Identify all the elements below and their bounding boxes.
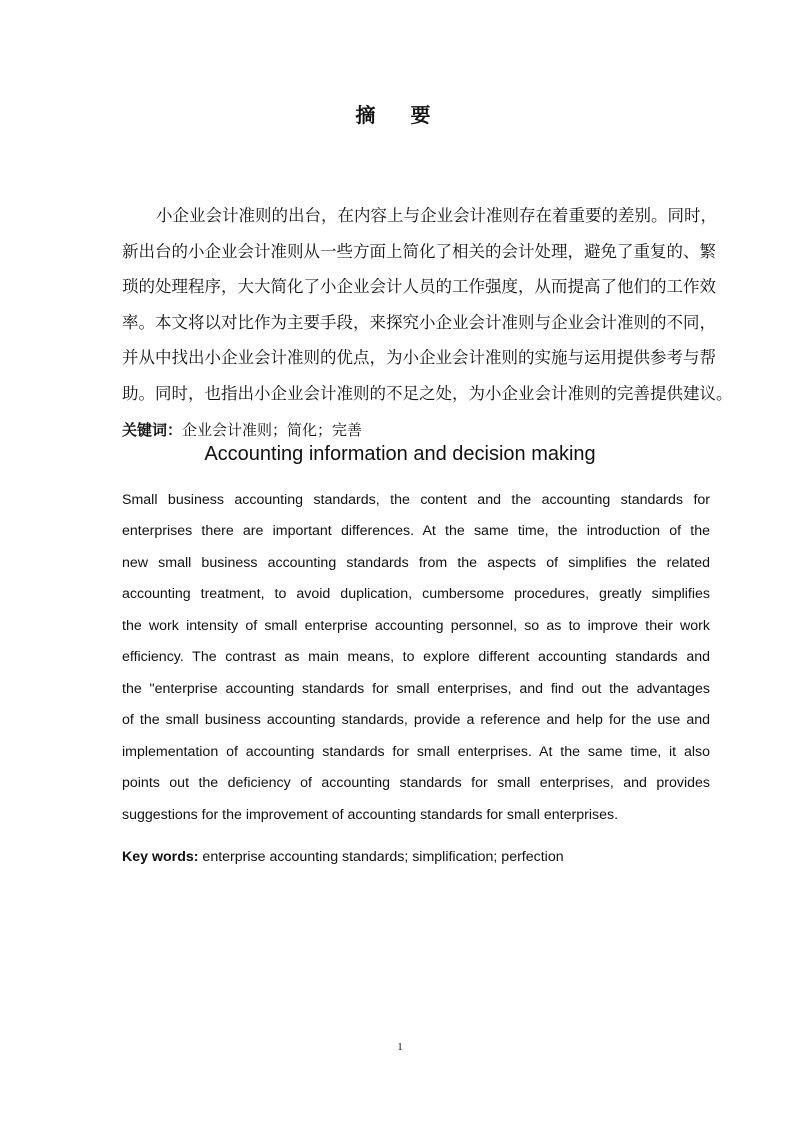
abstract-line: the "enterprise accounting standards for small enterprises, and find out the advantages: [122, 680, 710, 697]
keywords-label: Key words:: [122, 849, 199, 866]
abstract-line: enterprises there are important differences. At the same time, the introduction of the: [122, 523, 710, 540]
abstract-chinese: [122, 198, 733, 412]
abstract-line: 率。本文将以对比作为主要手段，来探究小企业会计准则与企业会计准则的不同，: [122, 312, 716, 332]
abstract-line: 小企业会计准则的出台，在内容上与企业会计准则存在着重要的差别。同时，: [156, 206, 717, 225]
abstract-line: the work intensity of small enterprise accounting personnel, so as to improve their work: [122, 617, 710, 634]
abstract-line: of the small business accounting standards, provide a reference and help for the use and: [122, 712, 710, 729]
page-number: 1: [397, 1041, 403, 1053]
abstract-line: points out the deficiency of accounting standards for small enterprises, and provides: [122, 775, 710, 792]
abstract-line: new small business accounting standards from the aspects of simplifies the related: [122, 554, 710, 571]
abstract-line: accounting treatment, to avoid duplication, cumbersome procedures, greatly simplifies: [122, 586, 710, 603]
abstract-line: 并从中找出小企业会计准则的优点，为小企业会计准则的实施与运用提供参考与帮: [122, 348, 716, 368]
abstract-line: efficiency. The contrast as main means, to explore different accounting standards and: [122, 649, 710, 666]
abstract-line: Small business accounting standards, the content and the accounting standards for: [122, 491, 710, 508]
abstract-line: implementation of accounting standards for small enterprises. At the same time, it also: [122, 743, 710, 760]
abstract-line: 新出台的小企业会计准则从一些方面上简化了相关的会计处理，避免了重复的、繁: [122, 241, 716, 261]
keywords-value: enterprise accounting standards; simplification; perfection: [198, 849, 564, 866]
keywords-label: 关键词：: [122, 420, 183, 439]
page-title: 摘 要: [355, 103, 445, 127]
abstract-english: [122, 485, 710, 832]
keywords-chinese: [122, 418, 800, 442]
keywords-english: [122, 845, 800, 869]
abstract-line: suggestions for the improvement of accounting standards for small enterprises.: [122, 806, 619, 823]
abstract-line: 助。同时，也指出小企业会计准则的不足之处，为小企业会计准则的完善提供建议。: [122, 383, 733, 403]
abstract-line: 琐的处理程序，大大简化了小企业会计人员的工作强度，从而提高了他们的工作效: [122, 277, 716, 297]
english-title: Accounting information and decision making: [204, 442, 596, 465]
keywords-value: 企业会计准则；简化；完善: [182, 420, 363, 439]
